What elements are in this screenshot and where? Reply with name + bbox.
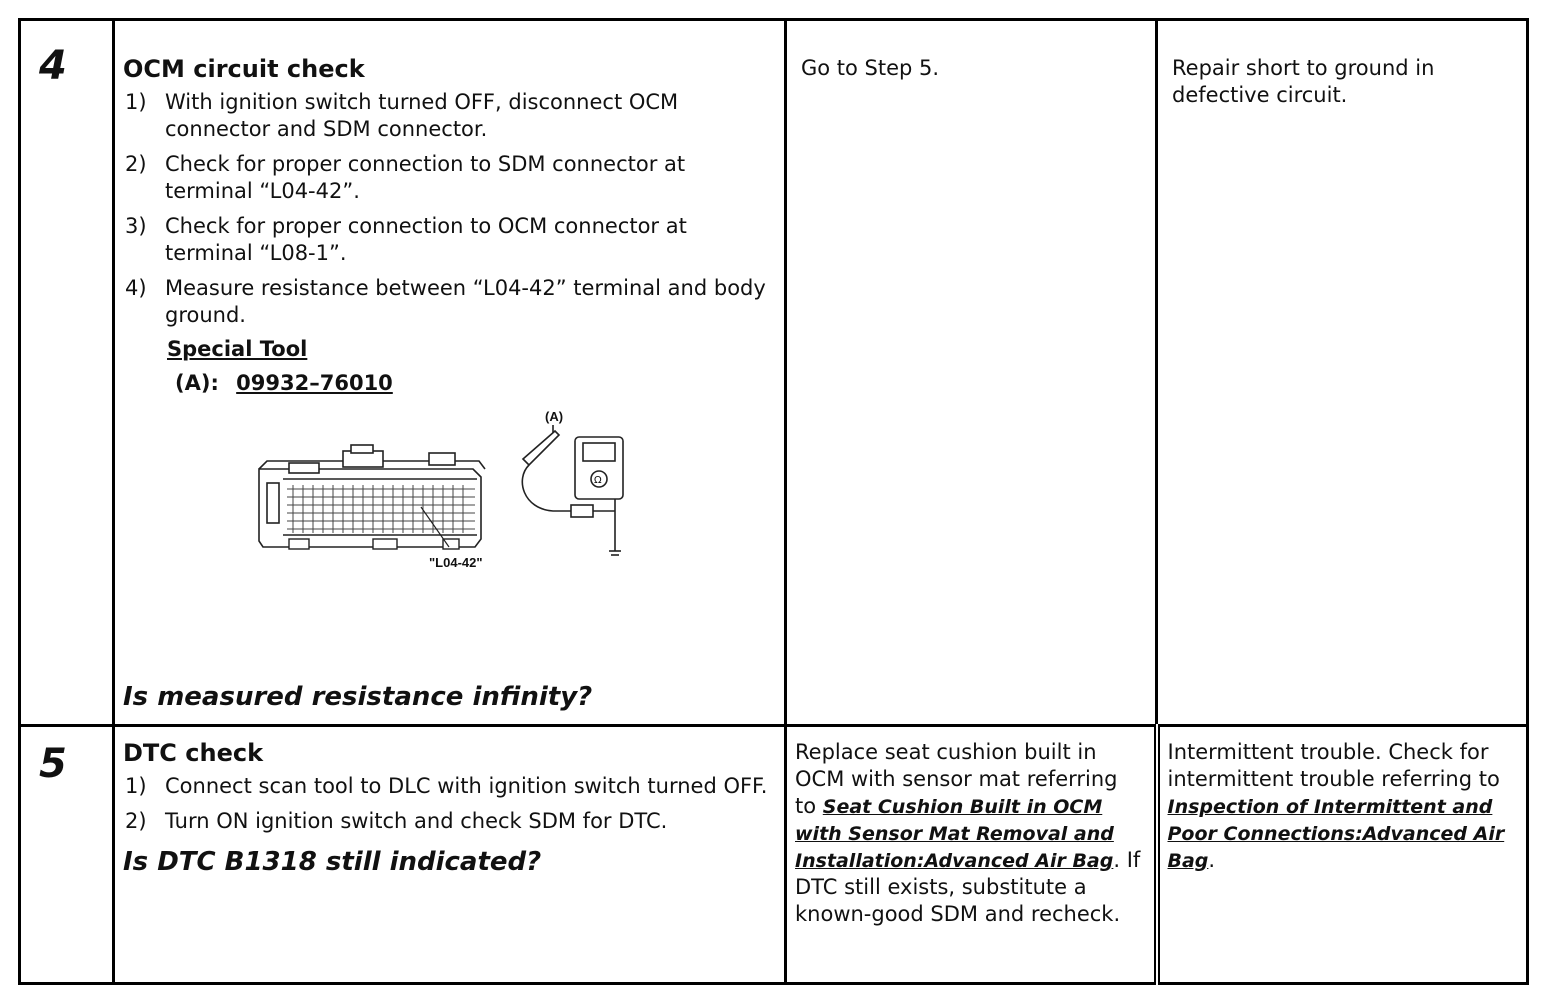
item-text: With ignition switch turned OFF, disconnect OCM connector and SDM connector. [165,90,679,141]
yes-text: Replace seat cushion built in OCM with sensor mat referring to [795,740,1118,818]
procedure-list [123,773,774,835]
svg-text:Ω: Ω [594,475,602,486]
troubleshooting-table [18,18,1529,985]
yes-reference-link[interactable]: Seat Cushion Built in OCM with Sensor Mat Removal and Installation:Advanced Air Bag [795,796,1114,872]
no-text: Intermittent trouble. Check for intermittent trouble referring to [1167,740,1500,791]
step-title: OCM circuit check [123,55,365,83]
no-action: Repair short to ground in defective circuit. [1157,20,1528,726]
terminal-label: "L04-42" [429,555,483,570]
connector-ohmmeter-illustration [253,409,653,579]
step-4-content [123,55,774,724]
tool-label: (A) [545,409,564,424]
list-item [123,213,774,267]
table-row-step-5 [20,726,1528,984]
item-text: Check for proper connection to SDM connector at terminal “L04-42”. [165,152,686,203]
table-row-step-4 [20,20,1528,726]
list-item [123,808,774,835]
special-tool-number: 09932–76010 [236,371,393,395]
no-text-after: . [1208,848,1216,872]
step-question: Is DTC B1318 still indicated? [123,847,542,877]
item-number: 3) [125,214,147,238]
no-action [1157,726,1528,984]
item-number: 2) [125,152,147,176]
step-title: DTC check [123,739,264,767]
list-item [123,151,774,205]
special-tool-ref: (A): [175,371,219,395]
yes-action: Go to Step 5. [786,20,1157,726]
yes-action [786,726,1157,984]
special-tool-line [175,371,774,395]
item-text: Measure resistance between “L04-42” terminal and body ground. [165,276,766,327]
item-text: Connect scan tool to DLC with ignition switch turned OFF. [165,774,768,798]
step-number: 5 [20,726,114,984]
procedure-list [123,89,774,329]
list-item [123,275,774,329]
item-number: 4) [125,276,147,300]
item-number: 1) [125,774,147,798]
special-tool-heading: Special Tool [167,337,308,361]
list-item [123,89,774,143]
step-question: Is measured resistance infinity? [123,682,593,712]
item-number: 1) [125,90,147,114]
yes-text-after: . If DTC still exists, substitute a known-good SDM and recheck. [795,848,1141,926]
step-description [114,726,786,984]
step-number: 4 [20,20,114,726]
item-text: Turn ON ignition switch and check SDM for DTC. [165,809,668,833]
list-item [123,773,774,800]
no-reference-link[interactable]: Inspection of Intermittent and Poor Connections:Advanced Air Bag [1167,796,1505,872]
item-number: 2) [125,809,147,833]
step-description [114,20,786,726]
item-text: Check for proper connection to OCM connector at terminal “L08-1”. [165,214,687,265]
